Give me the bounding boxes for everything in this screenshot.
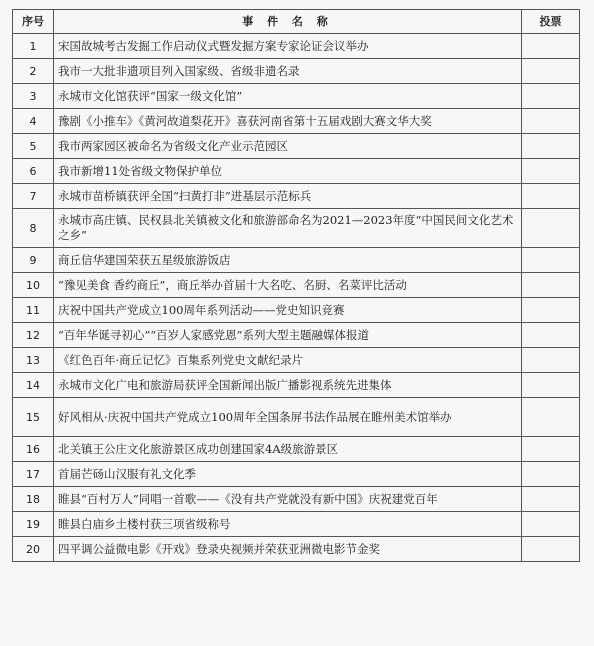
vote-cell[interactable] [522,462,580,487]
table-row [13,34,580,59]
row-number: 2 [13,59,54,84]
vote-cell[interactable] [522,348,580,373]
row-event: 好风相从·庆祝中国共产党成立100周年全国条屏书法作品展在睢州美术馆举办 [54,398,522,437]
table-row [13,134,580,159]
table-row [13,437,580,462]
row-event: 北关镇王公庄文化旅游景区成功创建国家4A级旅游景区 [54,437,522,462]
row-event: 宋国故城考古发掘工作启动仪式暨发掘方案专家论证会议举办 [54,34,522,59]
vote-table [12,9,580,562]
row-event: 庆祝中国共产党成立100周年系列活动——党史知识竞赛 [54,298,522,323]
row-number: 11 [13,298,54,323]
row-event: “豫见美食 香约商丘”，商丘举办首届十大名吃、名厨、名菜评比活动 [54,273,522,298]
vote-cell[interactable] [522,59,580,84]
row-event: 永城市苗桥镇获评全国“扫黄打非”进基层示范标兵 [54,184,522,209]
row-number: 16 [13,437,54,462]
row-number: 1 [13,34,54,59]
row-number: 6 [13,159,54,184]
vote-cell[interactable] [522,487,580,512]
row-number: 14 [13,373,54,398]
vote-cell[interactable] [522,437,580,462]
row-number: 15 [13,398,54,437]
vote-cell[interactable] [522,134,580,159]
row-number: 8 [13,209,54,248]
table-row [13,348,580,373]
row-number: 19 [13,512,54,537]
vote-cell[interactable] [522,298,580,323]
vote-cell[interactable] [522,273,580,298]
vote-cell[interactable] [522,34,580,59]
row-event: 首届芒砀山汉服有礼文化季 [54,462,522,487]
table-row [13,84,580,109]
table-row [13,398,580,437]
row-event: 我市新增11处省级文物保护单位 [54,159,522,184]
header-event-name: 事 件 名 称 [54,10,522,34]
row-number: 20 [13,537,54,562]
table-header-row [13,10,580,34]
vote-cell[interactable] [522,84,580,109]
vote-cell[interactable] [522,512,580,537]
vote-cell[interactable] [522,323,580,348]
table-row [13,109,580,134]
vote-cell[interactable] [522,209,580,248]
vote-cell[interactable] [522,184,580,209]
row-event: 永城市高庄镇、民权县北关镇被文化和旅游部命名为2021—2023年度“中国民间文化艺术之乡” [54,209,522,248]
row-number: 10 [13,273,54,298]
row-number: 12 [13,323,54,348]
row-event: 商丘信华建国荣获五星级旅游饭店 [54,248,522,273]
table-row [13,537,580,562]
row-event: 永城市文化广电和旅游局获评全国新闻出版广播影视系统先进集体 [54,373,522,398]
vote-cell[interactable] [522,398,580,437]
table-row [13,512,580,537]
row-number: 3 [13,84,54,109]
table-row [13,184,580,209]
row-event: “百年华诞寻初心”“百岁人家感党恩”系列大型主题融媒体报道 [54,323,522,348]
row-event: 豫剧《小推车》《黄河故道梨花开》喜获河南省第十五届戏剧大赛文华大奖 [54,109,522,134]
row-event: 睢县白庙乡土楼村获三项省级称号 [54,512,522,537]
row-event: 我市两家园区被命名为省级文化产业示范园区 [54,134,522,159]
vote-cell[interactable] [522,537,580,562]
table-row [13,248,580,273]
row-number: 7 [13,184,54,209]
vote-cell[interactable] [522,159,580,184]
table-row [13,298,580,323]
table-row [13,487,580,512]
row-number: 4 [13,109,54,134]
row-number: 9 [13,248,54,273]
row-event: 四平调公益微电影《开戏》登录央视频并荣获亚洲微电影节金奖 [54,537,522,562]
table-row [13,59,580,84]
row-number: 5 [13,134,54,159]
vote-cell[interactable] [522,109,580,134]
row-number: 18 [13,487,54,512]
table-row [13,159,580,184]
table-row [13,209,580,248]
table-row [13,323,580,348]
vote-cell[interactable] [522,373,580,398]
vote-cell[interactable] [522,248,580,273]
row-event: 睢县“百村万人”同唱一首歌——《没有共产党就没有新中国》庆祝建党百年 [54,487,522,512]
header-vote: 投票 [522,10,580,34]
row-number: 17 [13,462,54,487]
table-row [13,273,580,298]
row-event: 永城市文化馆获评“国家一级文化馆” [54,84,522,109]
row-number: 13 [13,348,54,373]
table-row [13,462,580,487]
table-row [13,373,580,398]
header-number: 序号 [13,10,54,34]
row-event: 《红色百年·商丘记忆》百集系列党史文献纪录片 [54,348,522,373]
row-event: 我市一大批非遗项目列入国家级、省级非遗名录 [54,59,522,84]
